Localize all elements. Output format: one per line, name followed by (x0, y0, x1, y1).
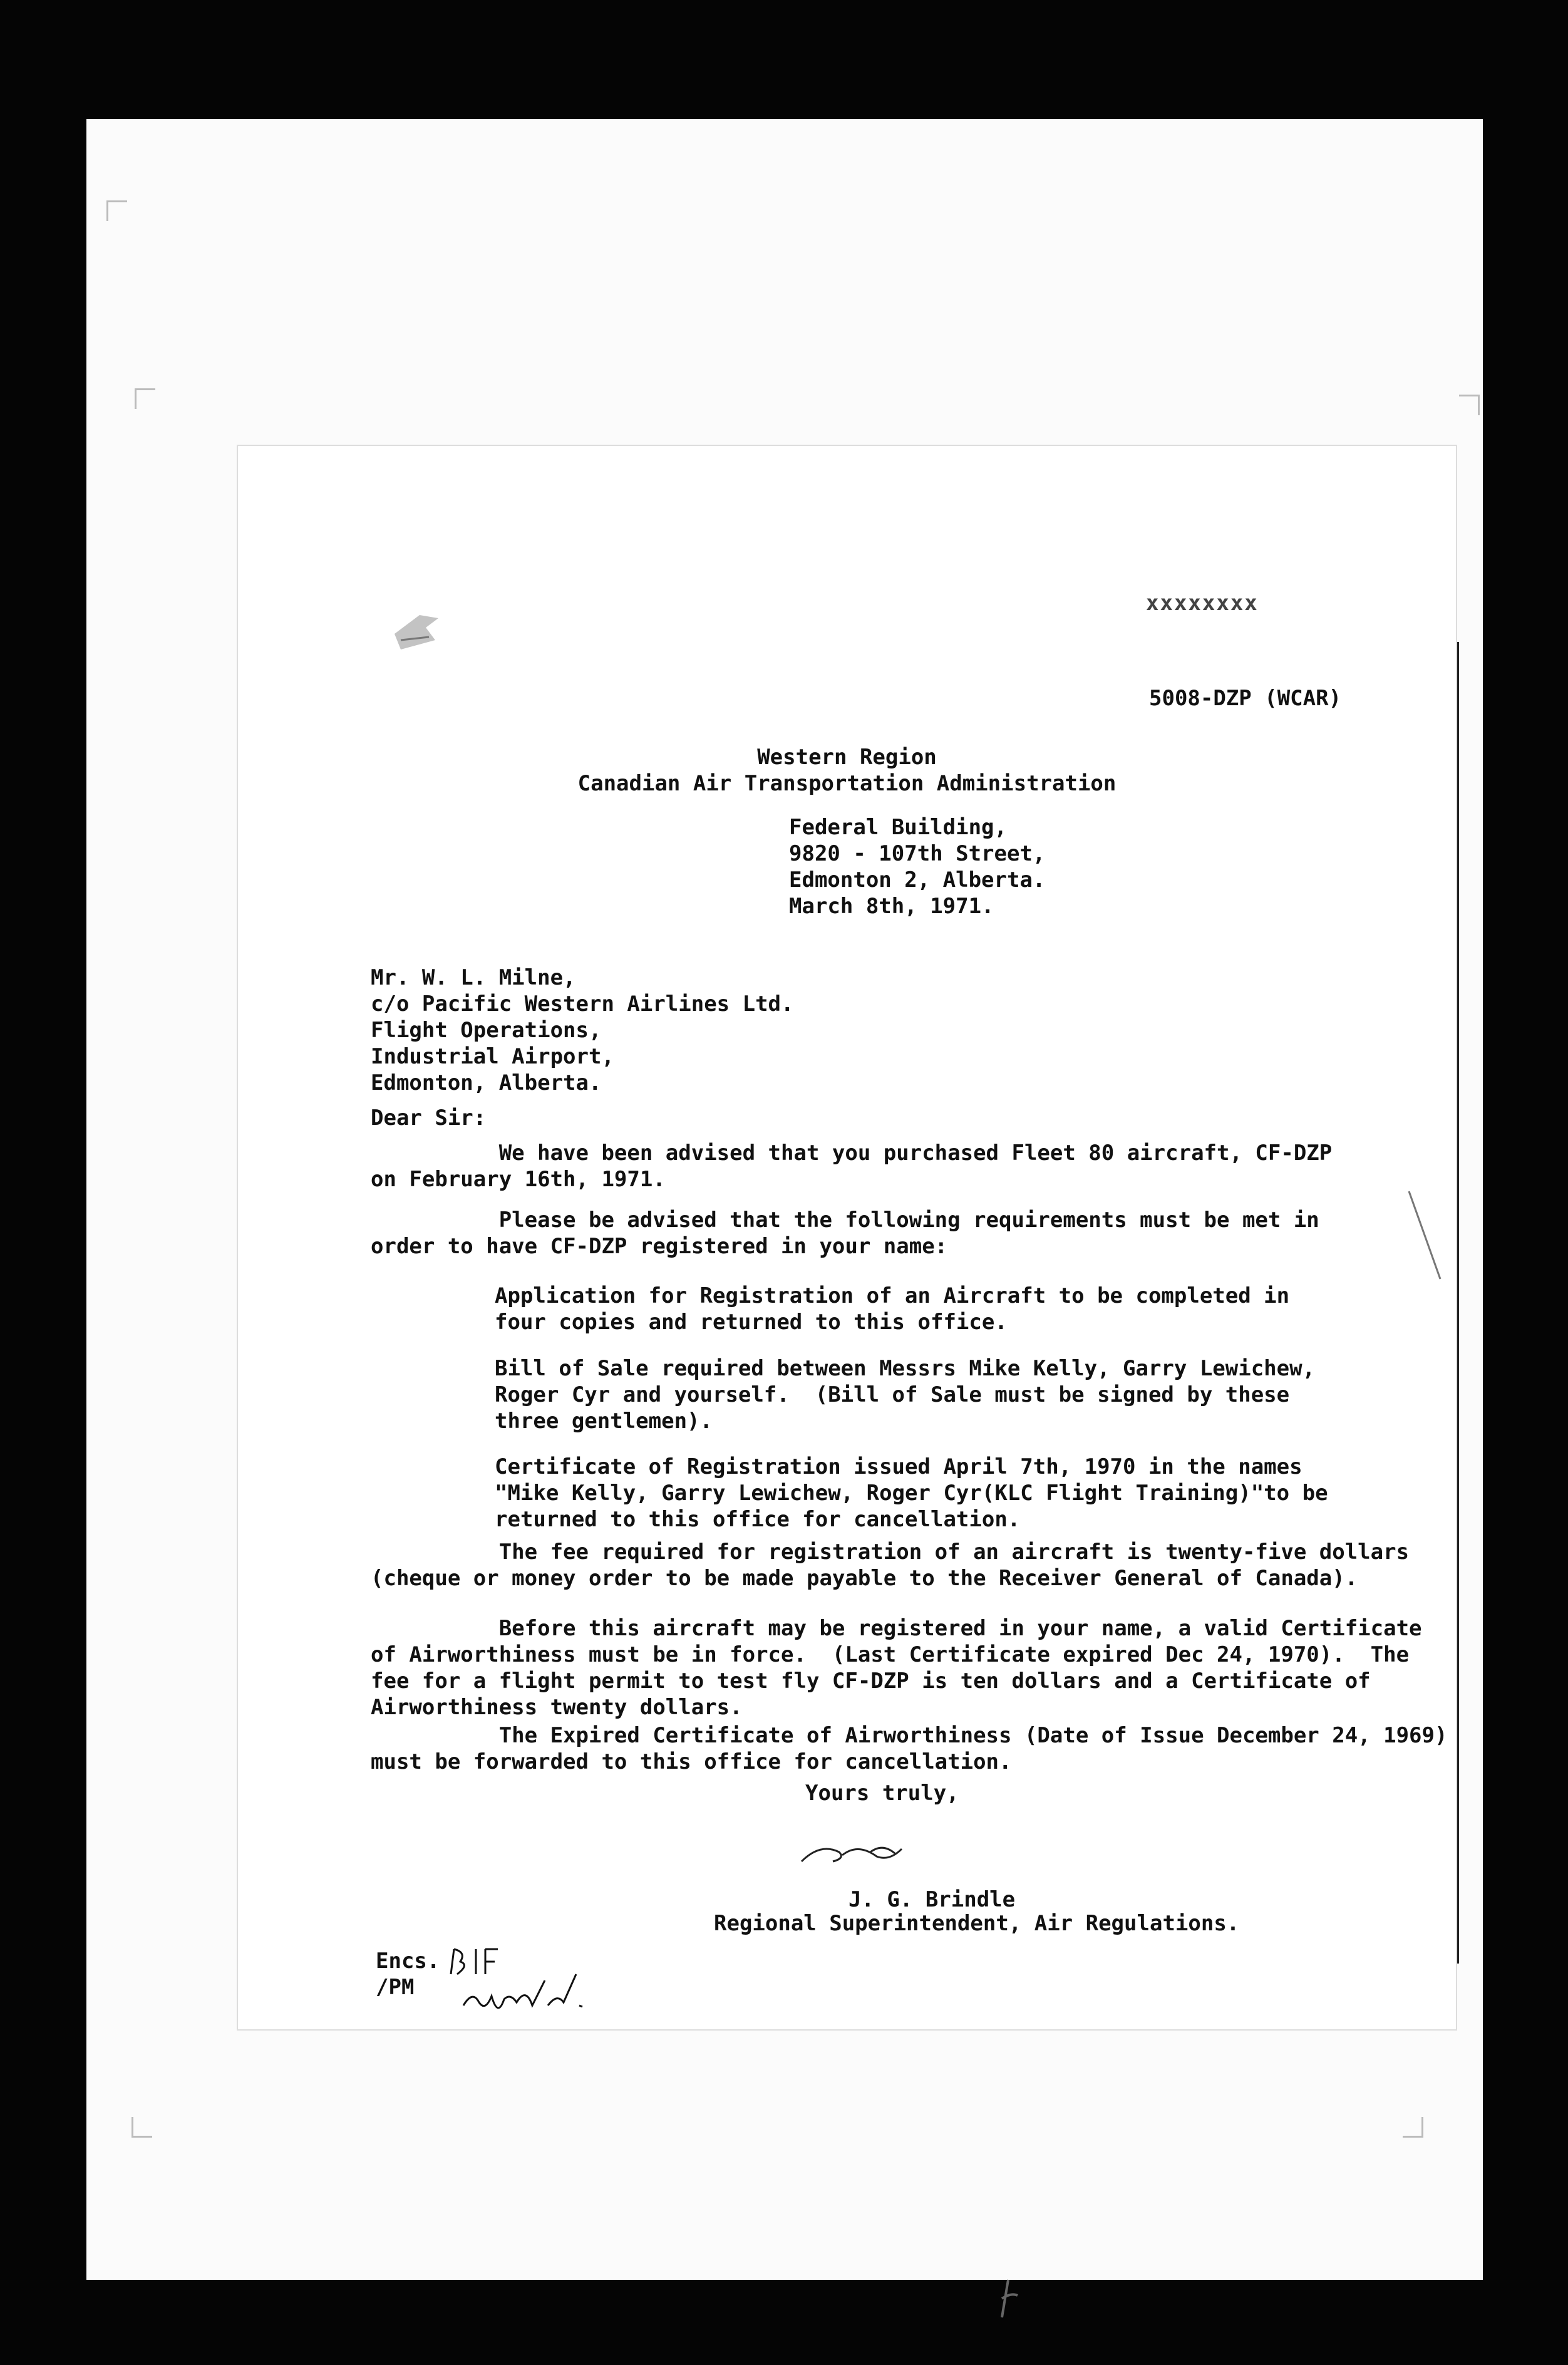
registration-mark (132, 2117, 152, 2138)
paragraph-line: The fee required for registration of an aircraft is twenty-five dollars (371, 1540, 1410, 1565)
registration-mark (1459, 395, 1480, 415)
requirement-line: Roger Cyr and yourself. (Bill of Sale must be signed by these (495, 1382, 1290, 1407)
paragraph (371, 1140, 1332, 1193)
enclosure-line: Encs. (376, 1948, 440, 1974)
pencil-mark (983, 2274, 1033, 2324)
file-reference: 5008-DZP (WCAR) (1149, 686, 1342, 711)
requirement-line: "Mike Kelly, Garry Lewichew, Roger Cyr(KLC Flight Training)"to be (495, 1481, 1328, 1506)
smudge-mark (382, 590, 451, 659)
registration-mark (1403, 2117, 1423, 2138)
sender-address (789, 814, 1045, 919)
stamp-text: xxxxxxxx (1146, 591, 1259, 616)
paragraph-line: (cheque or money order to be made payable to the Receiver General of Canada). (371, 1566, 1358, 1591)
paragraph-line: Please be advised that the following requirements must be met in (371, 1208, 1319, 1233)
enclosure-line: /PM (376, 1975, 415, 2000)
paragraph-line: Airworthiness twenty dollars. (371, 1695, 743, 1720)
paragraph-line: fee for a flight permit to test fly CF-DZP is ten dollars and a Certificate of (371, 1669, 1371, 1694)
registration-mark (135, 388, 155, 409)
address-line: Industrial Airport, (371, 1044, 614, 1069)
requirement-item (495, 1454, 1328, 1533)
requirement-line: returned to this office for cancellation. (495, 1507, 1021, 1532)
salutation: Dear Sir: (371, 1105, 487, 1131)
requirement-line: Bill of Sale required between Messrs Mike Kelly, Garry Lewichew, (495, 1356, 1316, 1381)
paragraph-line: must be forwarded to this office for cancellation. (371, 1749, 1012, 1774)
address-line: c/o Pacific Western Airlines Ltd. (371, 991, 794, 1017)
paragraph-line: The Expired Certificate of Airworthiness (Date of Issue December 24, 1969) (371, 1723, 1448, 1748)
paragraph (371, 1207, 1319, 1260)
handwritten-note (438, 1937, 614, 2031)
paragraph (371, 1615, 1422, 1721)
requirement-line: Application for Registration of an Aircraft to be completed in (495, 1283, 1290, 1308)
address-line: Edmonton, Alberta. (371, 1070, 602, 1095)
paragraph-line: Before this aircraft may be registered in your name, a valid Certificate (371, 1616, 1422, 1641)
registration-mark (106, 200, 127, 221)
signature-mark (795, 1824, 933, 1874)
paragraph-line: of Airworthiness must be in force. (Last Certificate expired Dec 24, 1970). The (371, 1642, 1410, 1667)
requirement-line: Certificate of Registration issued April 7th, 1970 in the names (495, 1454, 1302, 1479)
address-line: 9820 - 107th Street, (789, 841, 1046, 866)
paragraph (371, 1722, 1447, 1775)
paragraph-line: on February 16th, 1971. (371, 1167, 666, 1192)
enclosures-note (376, 1948, 440, 2000)
paragraph-line: We have been advised that you purchased Fleet 80 aircraft, CF-DZP (371, 1141, 1333, 1166)
requirement-item (495, 1283, 1290, 1335)
org-region: Western Region (757, 745, 937, 770)
address-line: Federal Building, (789, 815, 1007, 840)
signer-name: J. G. Brindle (848, 1887, 1016, 1912)
address-line: Mr. W. L. Milne, (371, 965, 576, 990)
org-name: Canadian Air Transportation Administration (577, 771, 1117, 796)
address-line: Edmonton 2, Alberta. (789, 867, 1046, 893)
letter-page (238, 446, 1456, 2029)
requirement-item (495, 1355, 1316, 1434)
letter-date: March 8th, 1971. (789, 894, 994, 919)
recipient-address (371, 965, 794, 1096)
requirement-line: four copies and returned to this office. (495, 1310, 1008, 1335)
signer-title: Regional Superintendent, Air Regulations. (714, 1911, 1240, 1936)
closing: Yours truly, (805, 1781, 959, 1806)
pencil-mark (1403, 1185, 1459, 1291)
requirement-line: three gentlemen). (495, 1409, 713, 1434)
paragraph-line: order to have CF-DZP registered in your name: (371, 1234, 948, 1259)
paragraph (371, 1539, 1409, 1591)
address-line: Flight Operations, (371, 1018, 602, 1043)
